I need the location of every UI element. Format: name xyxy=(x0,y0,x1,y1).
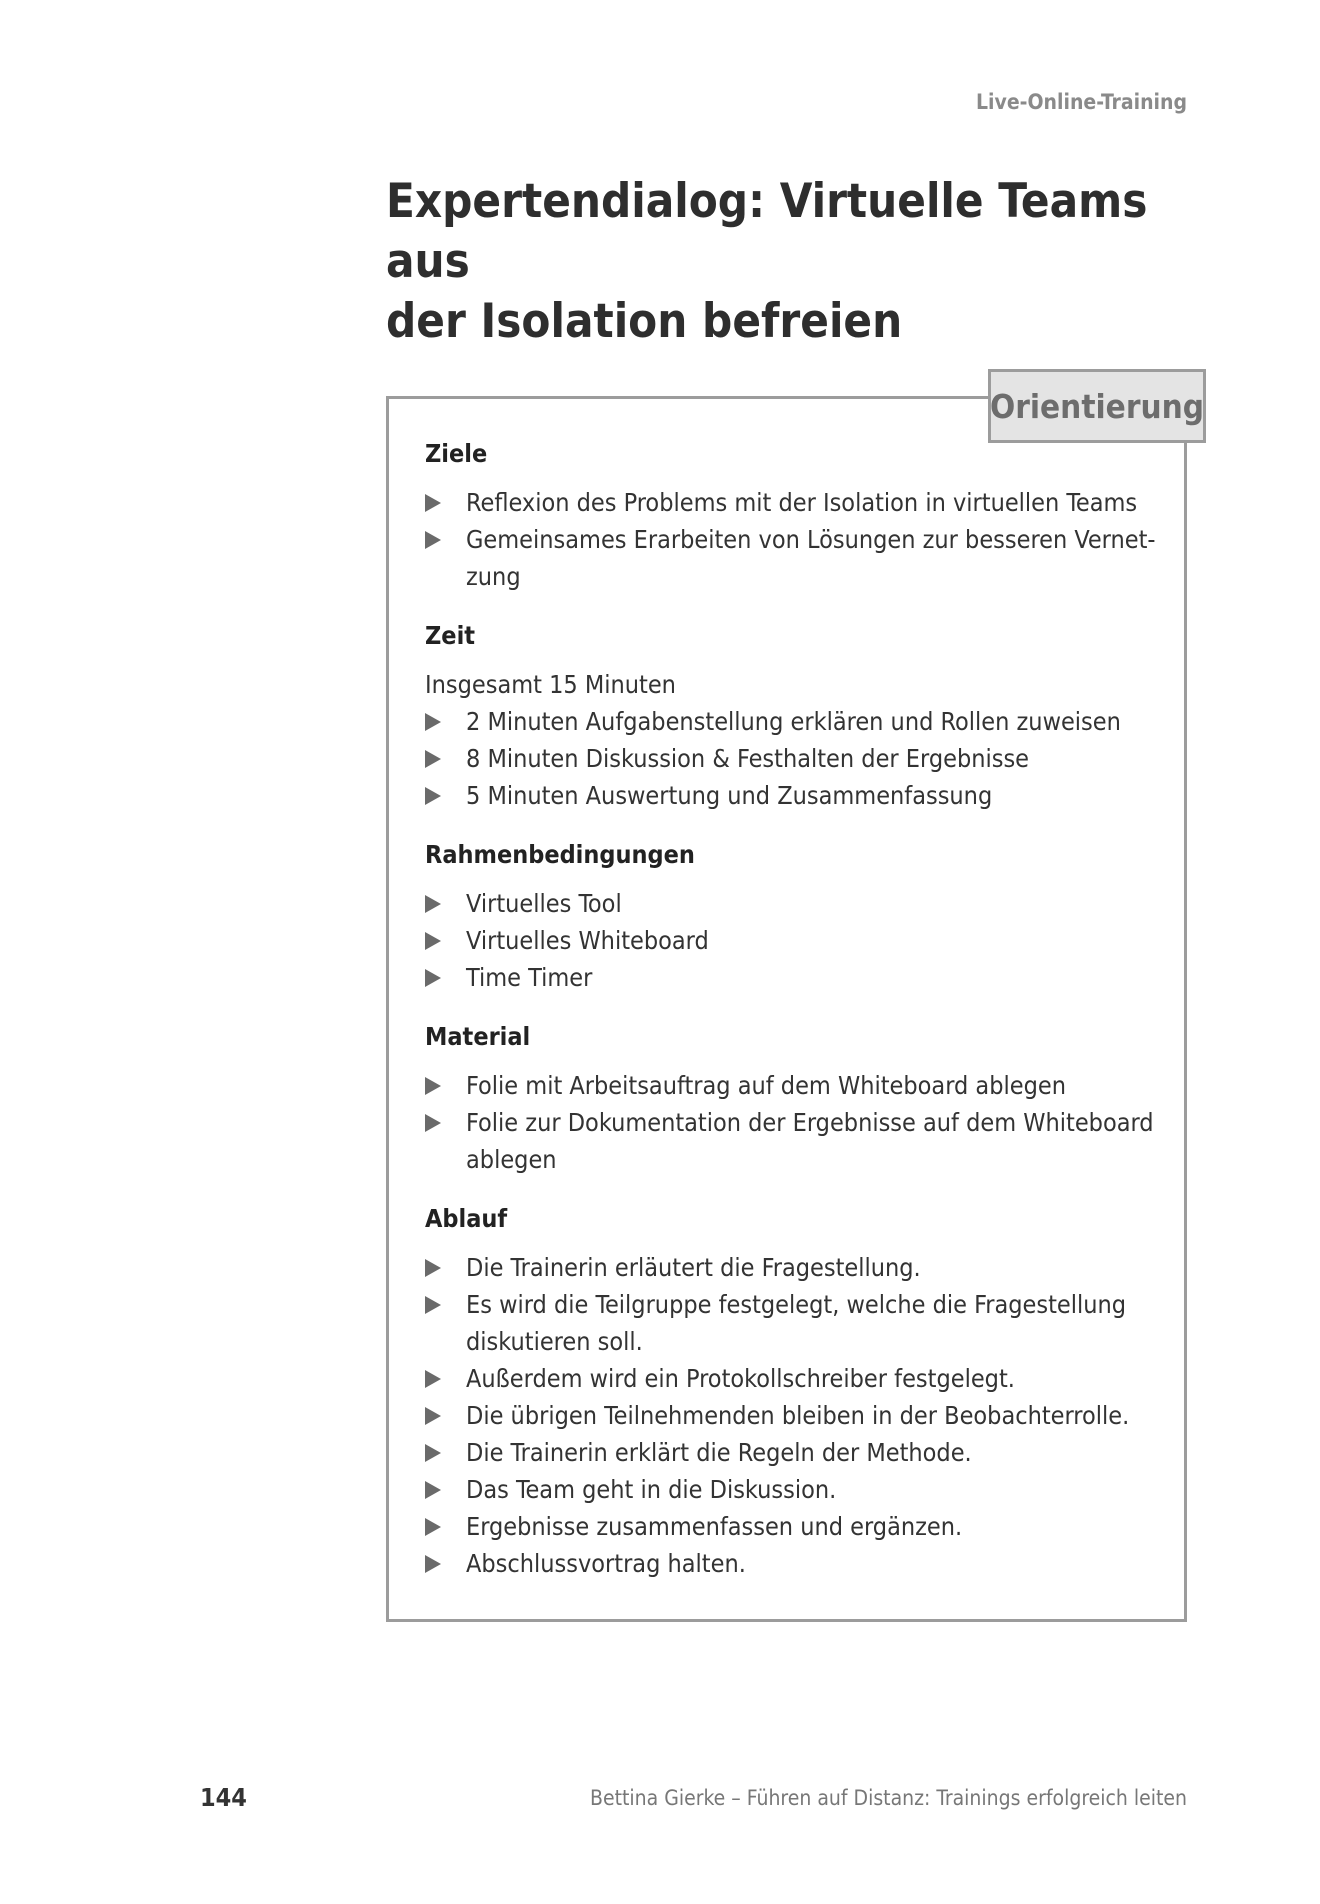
section-heading: Material xyxy=(425,1022,531,1051)
list-item-text: Abschlussvortrag halten. xyxy=(466,1549,746,1578)
list-item xyxy=(425,740,1160,777)
list-item xyxy=(425,922,1160,959)
section-intro-text: Insgesamt 15 Minuten xyxy=(425,670,676,699)
triangle-bullet-icon xyxy=(425,1471,445,1508)
list-item-text: Die Trainerin erläutert die Fragestellung. xyxy=(466,1253,921,1282)
list-item-text: 5 Minuten Auswertung und Zusammenfassung xyxy=(466,781,993,810)
list-item-text: 8 Minuten Diskussion & Festhalten der Ergebnisse xyxy=(466,744,1030,773)
triangle-bullet-icon xyxy=(425,484,445,521)
section-material xyxy=(425,1019,1160,1178)
triangle-bullet-icon xyxy=(425,1360,445,1397)
list-item-text: Das Team geht in die Diskussion. xyxy=(466,1475,837,1504)
list-item-text: Folie mit Arbeitsauftrag auf dem Whiteboard ablegen xyxy=(466,1071,1066,1100)
list-item-text: 2 Minuten Aufgabenstellung erklären und Rollen zuweisen xyxy=(466,707,1121,736)
section-heading: Rahmenbedingungen xyxy=(425,840,695,869)
list-item xyxy=(425,1471,1160,1508)
list-item xyxy=(425,1286,1160,1360)
list-item xyxy=(425,777,1160,814)
list-item-text: Gemeinsames Erarbeiten von Lösungen zur besseren Vernet-zung xyxy=(466,525,1156,591)
list-item xyxy=(425,1434,1160,1471)
list-item-text: Die übrigen Teilnehmenden bleiben in der Beobachterrolle. xyxy=(466,1401,1130,1430)
list-item xyxy=(425,1249,1160,1286)
list-item-text: Time Timer xyxy=(466,963,593,992)
list-item-text: Reflexion des Problems mit der Isolation in virtuellen Teams xyxy=(466,488,1138,517)
list-item xyxy=(425,959,1160,996)
list-item xyxy=(425,885,1160,922)
triangle-bullet-icon xyxy=(425,1434,445,1471)
triangle-bullet-icon xyxy=(425,1397,445,1434)
section-ziele xyxy=(425,436,1160,595)
triangle-bullet-icon xyxy=(425,885,445,922)
triangle-bullet-icon xyxy=(425,959,445,996)
section-heading: Ablauf xyxy=(425,1204,508,1233)
list-item-text: Virtuelles Tool xyxy=(466,889,622,918)
triangle-bullet-icon xyxy=(425,1067,445,1104)
footer-text: Bettina Gierke – Führen auf Distanz: Trainings erfolgreich leiten xyxy=(590,1786,1187,1810)
triangle-bullet-icon xyxy=(425,1508,445,1545)
list-item xyxy=(425,1104,1160,1178)
list-item xyxy=(425,484,1160,521)
list-item xyxy=(425,1067,1160,1104)
section-heading: Ziele xyxy=(425,439,488,468)
section-zeit xyxy=(425,618,1160,814)
list-item-text: Es wird die Teilgruppe festgelegt, welche die Fragestellung diskutieren soll. xyxy=(466,1290,1127,1356)
triangle-bullet-icon xyxy=(425,703,445,740)
list-item xyxy=(425,1360,1160,1397)
list-item xyxy=(425,1545,1160,1582)
triangle-bullet-icon xyxy=(425,740,445,777)
bullet-list xyxy=(425,703,1160,814)
list-item xyxy=(425,703,1160,740)
title-line-2: der Isolation befreien xyxy=(386,294,903,349)
list-item-text: Außerdem wird ein Protokollschreiber festgelegt. xyxy=(466,1364,1015,1393)
page-number: 144 xyxy=(200,1783,247,1812)
list-item-text: Ergebnisse zusammenfassen und ergänzen. xyxy=(466,1512,963,1541)
section-heading: Zeit xyxy=(425,621,476,650)
triangle-bullet-icon xyxy=(425,1545,445,1582)
list-item xyxy=(425,521,1160,595)
list-item-text: Virtuelles Whiteboard xyxy=(466,926,709,955)
orientation-content xyxy=(425,436,1160,1582)
running-head: Live-Online-Training xyxy=(976,90,1187,114)
bullet-list xyxy=(425,484,1160,595)
triangle-bullet-icon xyxy=(425,1249,445,1286)
section-ablauf xyxy=(425,1201,1160,1582)
section-rahmenbedingungen xyxy=(425,837,1160,996)
page-title xyxy=(386,172,1206,352)
list-item xyxy=(425,1397,1160,1434)
triangle-bullet-icon xyxy=(425,777,445,814)
orientation-tab: Orientierung xyxy=(988,369,1206,443)
list-item-text: Die Trainerin erklärt die Regeln der Methode. xyxy=(466,1438,972,1467)
title-line-1: Expertendialog: Virtuelle Teams aus xyxy=(386,174,1148,289)
bullet-list xyxy=(425,1067,1160,1178)
triangle-bullet-icon xyxy=(425,922,445,959)
list-item-text: Folie zur Dokumentation der Ergebnisse auf dem Whiteboard ablegen xyxy=(466,1108,1154,1174)
list-item xyxy=(425,1508,1160,1545)
bullet-list xyxy=(425,1249,1160,1582)
triangle-bullet-icon xyxy=(425,1104,445,1141)
bullet-list xyxy=(425,885,1160,996)
triangle-bullet-icon xyxy=(425,521,445,558)
triangle-bullet-icon xyxy=(425,1286,445,1323)
